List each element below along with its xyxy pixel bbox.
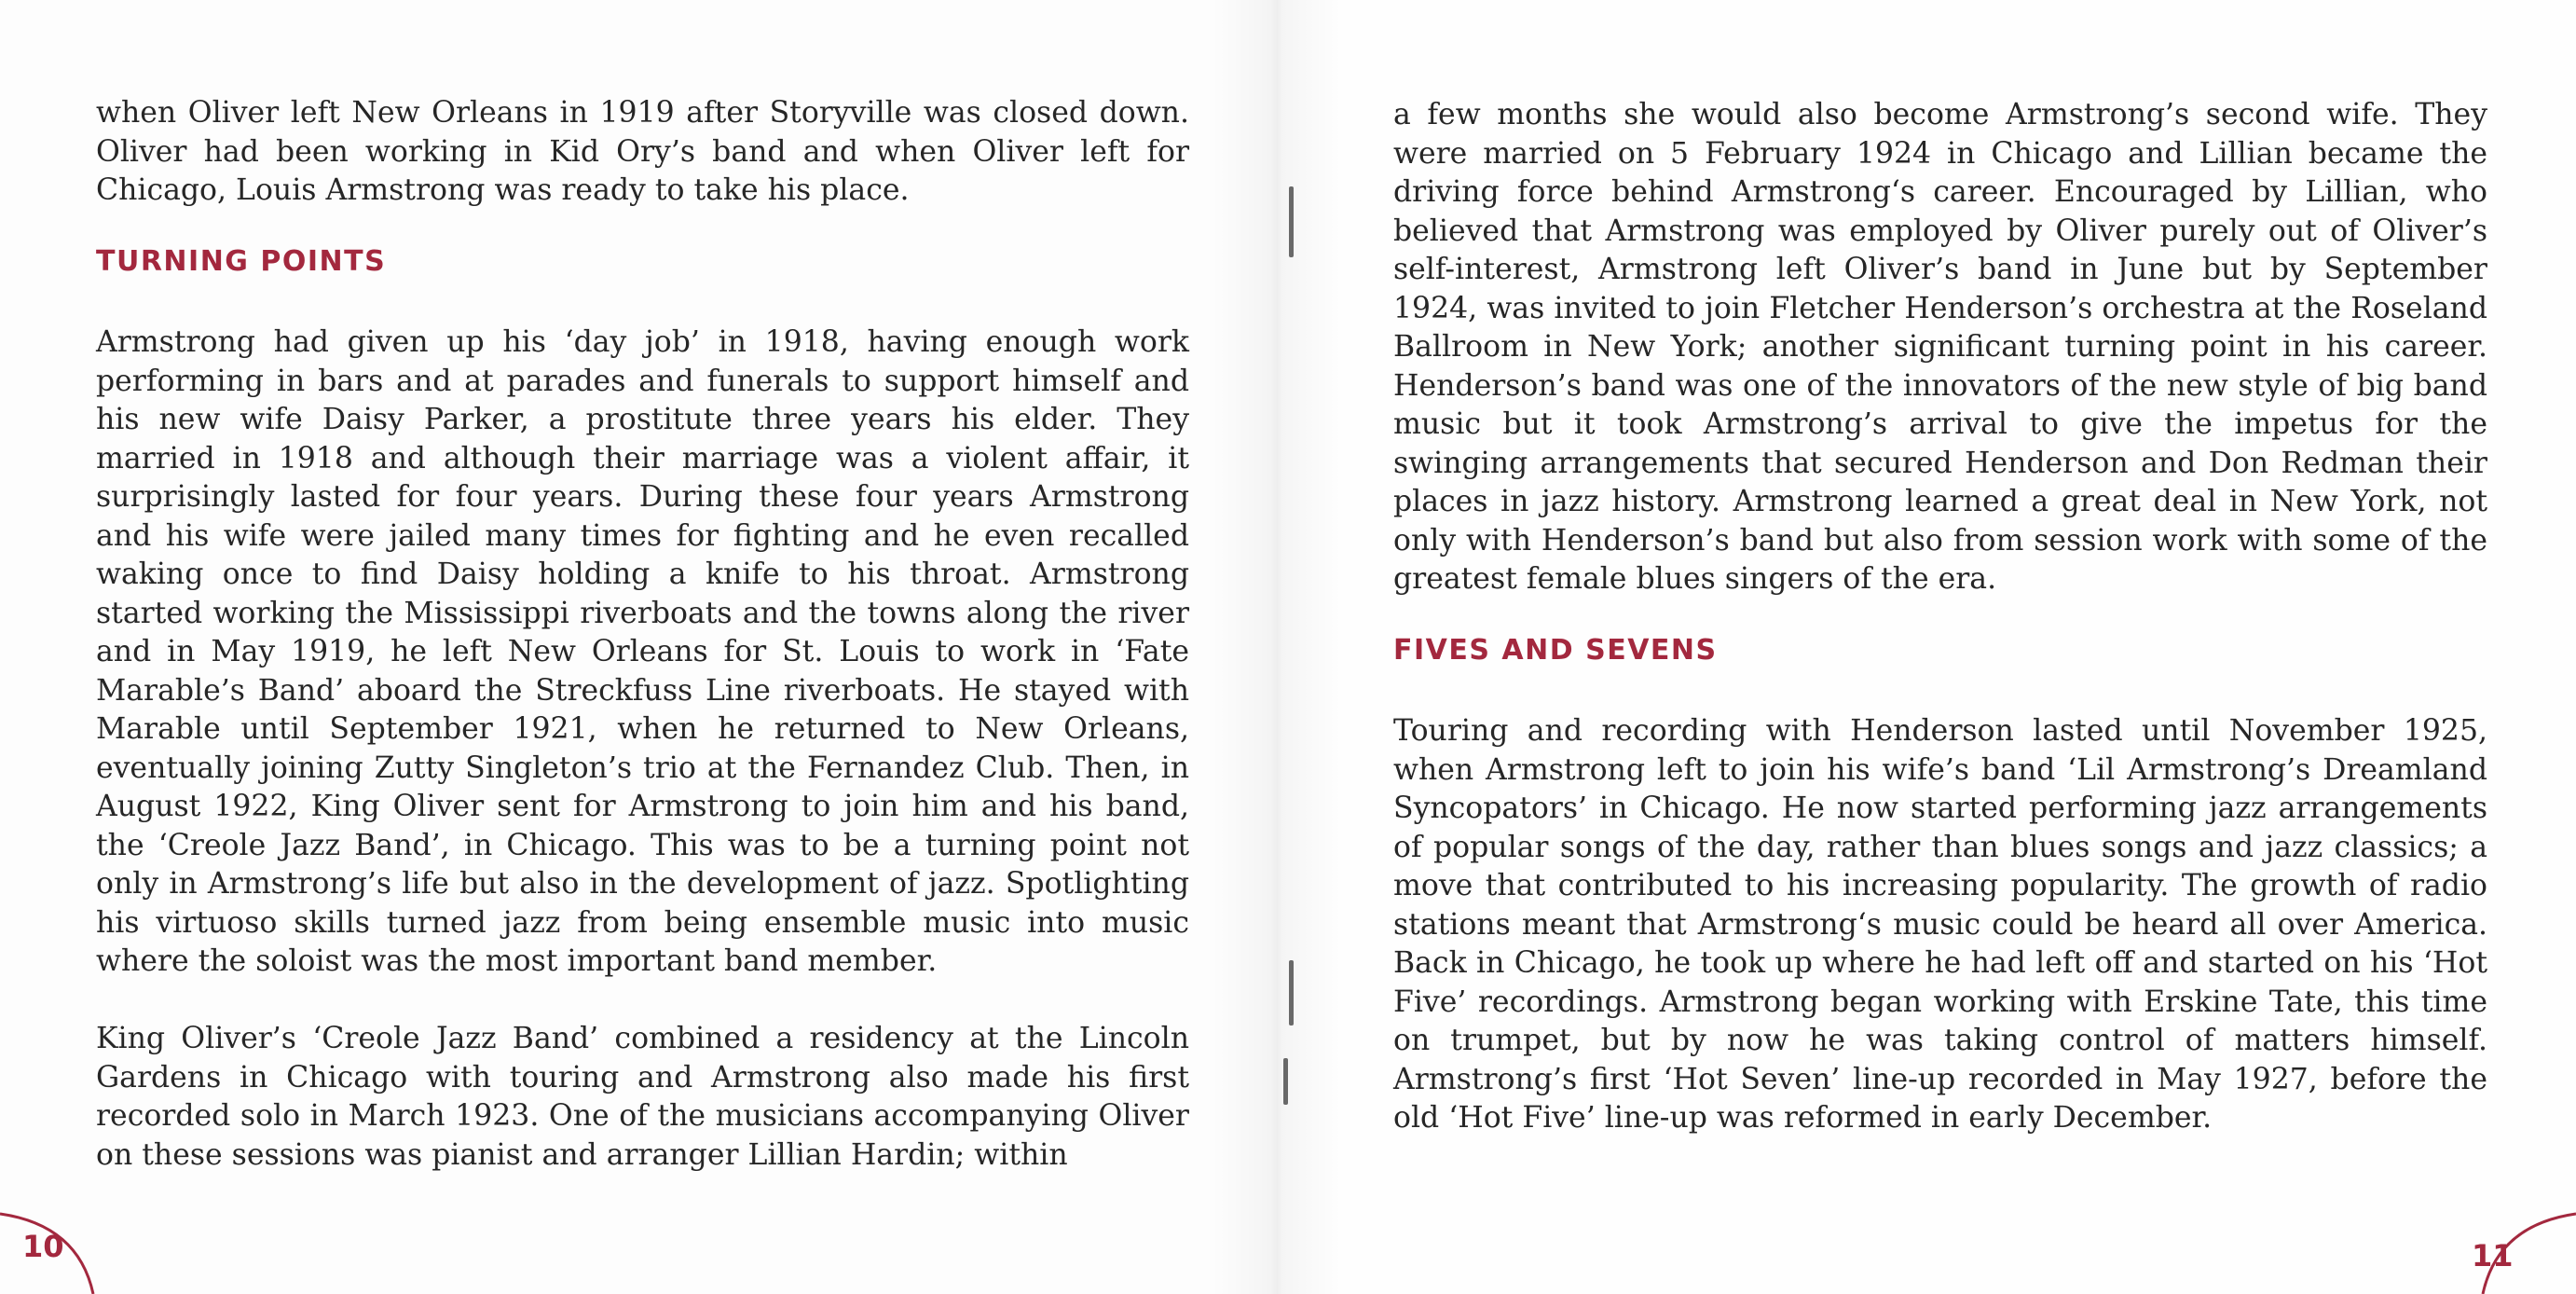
left-paragraph-2: Armstrong had given up his ‘day job’ in 1918, having enough work performing in bars and at parades and funerals to support himself and his new wife Daisy Parker, a prostitute three years his elder. They married in 1918 and although their marriage was a violent affair, it surprisingly lasted for four years. During these four years Armstrong and his wife were jailed many times for fighting and he even recalled waking once to find Daisy holding a knife to his throat. Armstrong started working the Mississippi riverboats and the towns along the river and in May 1919, he left New Orleans for St. Louis to work in ‘Fate Marable’s Band’ aboard the Streckfuss Line riverboats. He stayed with Marable until September 1921, when he returned to New Orleans, eventually joining Zutty Singleton’s trio at the Fernandez Club. Then, in August 1922, King Oliver sent for Armstrong to join him and his band, the ‘Creole Jazz Band’, in Chicago. This was to be a turning point not only in Armstrong’s life but also in the development of jazz. Spotlighting his virtuoso skills turned jazz from being ensemble music into music where the soloist was the most important band member. xyxy=(96,325,1189,978)
staple-middle xyxy=(1289,960,1294,1026)
section-heading-fives-and-sevens: FIVES AND SEVENS xyxy=(1393,633,1718,667)
left-paragraph-3: King Oliver’s ‘Creole Jazz Band’ combined a residency at the Lincoln Gardens in Chicago with touring and Armstrong also made his first recorded solo in March 1923. One of the musicians accompanying Oliver on these sessions was pianist and arranger Lillian Hardin; within xyxy=(96,1022,1189,1172)
page-corner-arc-left xyxy=(0,1182,130,1294)
staple-top xyxy=(1289,186,1294,257)
page-number-right: 11 xyxy=(2472,1238,2514,1273)
left-paragraph-1: when Oliver left New Orleans in 1919 after Storyville was closed down. Oliver had been working in Kid Ory’s band and when Oliver left for Chicago, Louis Armstrong was ready to take his place. xyxy=(96,96,1189,207)
right-paragraph-2: Touring and recording with Henderson lasted until November 1925, when Armstrong left to join his wife’s band ‘Lil Armstrong’s Dreamland Syncopators’ in Chicago. He now started performing jazz arrangements of popular songs of the day, rather than blues songs and jazz classics; a move that contributed to his increasing popularity. The growth of radio stations meant that Armstrong‘s music could be heard all over America. Back in Chicago, he took up where he had left off and started on his ‘Hot Five’ recordings. Armstrong began working with Erskine Tate, this time on trumpet, but by now he was taking control of matters himself. Armstrong’s first ‘Hot Seven’ line-up recorded in May 1927, before the old ‘Hot Five’ line-up was reformed in early December. xyxy=(1393,714,2487,1135)
right-paragraph-1: a few months she would also become Armstrong’s second wife. They were married on 5 February 1924 in Chicago and Lillian became the driving force behind Armstrong‘s career. Encouraged by Lillian, who believed that Armstrong was employed by Oliver purely out of Oliver’s self-interest, Armstrong left Oliver’s band in June but by September 1924, was invited to join Fletcher Henderson’s orchestra at the Roseland Ballroom in New York; another significant turning point in his career. Henderson’s band was one of the innovators of the new style of big band music but it took Armstrong’s arrival to give the impetus for the swinging arrangements that secured Henderson and Don Redman their places in jazz history. Armstrong learned a great deal in New York, not only with Henderson’s band but also from session work with some of the greatest female blues singers of the era. xyxy=(1393,98,2487,596)
staple-bottom xyxy=(1283,1058,1288,1105)
book-gutter xyxy=(1212,0,1342,1294)
left-page xyxy=(0,0,1279,1294)
page-number-left: 10 xyxy=(22,1229,64,1264)
left-text-column xyxy=(96,94,1189,1175)
right-text-column xyxy=(1393,96,2487,1138)
section-heading-turning-points: TURNING POINTS xyxy=(96,244,387,278)
